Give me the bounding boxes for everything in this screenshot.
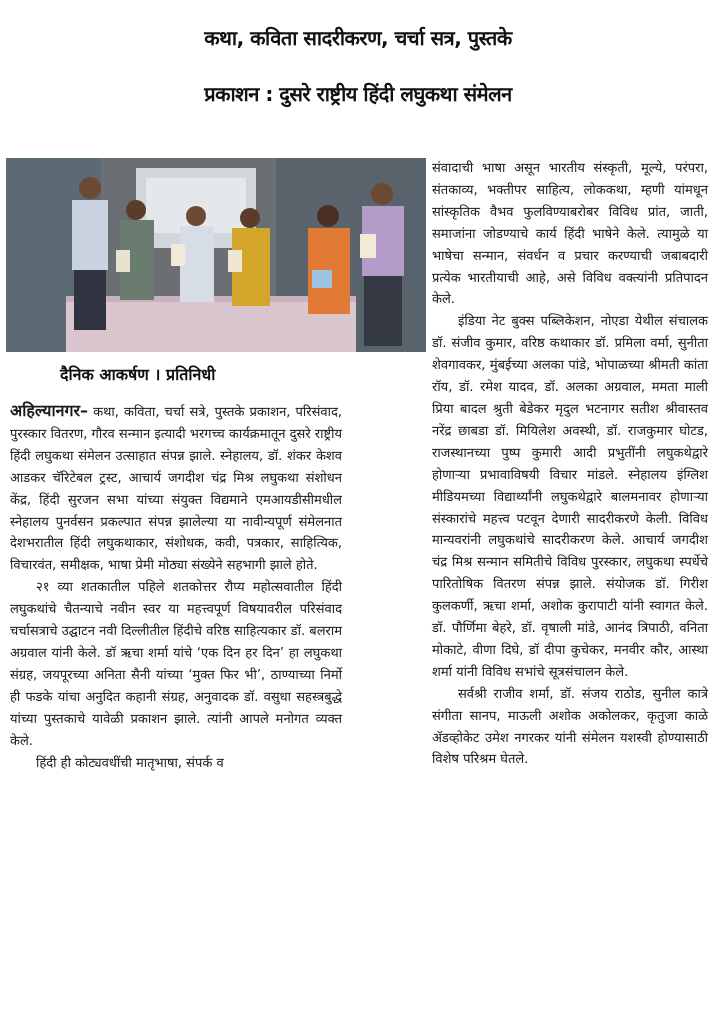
left-column <box>10 400 342 774</box>
article-paragraph: २१ व्या शतकातील पहिले शतकोत्तर रौप्य महोत्सवातील हिंदी लघुकथांचे चैतन्याचे नवीन स्वर या महत्त्वपूर्ण विषयावरील परिसंवाद चर्चासत्राचे उद्घाटन नवी दिल्लीतील हिंदीचे वरिष्ठ साहित्यकार डॉ. बलराम अग्रवाल यांनी केले. डॉ ऋचा शर्मा यांचे ‘एक दिन हर दिन’ हा लघुकथा संग्रह, जयपूरच्या अनिता सैनी यांच्या ‘मुक्त फिर भी’, ठाण्याच्या निर्मो ही फडके यांचा अनुदित कहानी संग्रह, अनुवादक डॉ. वसुधा सहस्त्रबुद्धे यांच्या पुस्तकाचे यावेळी प्रकाशन झाले. त्यांनी आपले मनोगत व्यक्त केले. <box>10 580 342 749</box>
headline-line-1: कथा, कविता सादरीकरण, चर्चा सत्र, पुस्तके <box>204 26 512 50</box>
headline <box>0 0 716 122</box>
article-paragraph: संवादाची भाषा असून भारतीय संस्कृती, मूल्ये, परंपरा, संतकाव्य, भक्तीपर साहित्य, लोककथा, म्हणी यांमधून सांस्कृतिक वैभव फुलविण्याबरोबर विविध प्रांत, जाती, समाजांना जोडण्याचे कार्य हिंदी भाषेने केले. त्यामुळे या भाषेचा सन्मान, संवर्धन व प्रचार करण्याची जबाबदारी प्रत्येक भारतीयाची आहे, असे विविध वक्त्यांनी प्रतिपादन केले. <box>432 161 708 308</box>
right-column <box>432 158 708 771</box>
paragraph-text: कथा, कविता, चर्चा सत्रे, पुस्तके प्रकाशन, परिसंवाद, पुरस्कार वितरण, गौरव सन्मान इत्यादी भरगच्च कार्यक्रमातून दुसरे राष्ट्रीय हिंदी लघुकथा संमेलन उत्साहात संपन्न झाले. स्नेहालय, डॉ. शंकर केशव आडकर चॅरिटेबल ट्रस्ट, आचार्य जगदीश चंद्र मिश्र लघुकथा संशोधन केंद्र, हिंदी सुरजन सभा यांच्या संयुक्त विद्यमाने एमआयडीसीमधील स्नेहालय पुनर्वसन प्रकल्पात संपन्न झालेल्या या नावीन्यपूर्ण संमेलनात देशभरातील हिंदी लघुकथाकार, संशोधक, कवी, पत्रकार, साहित्यिक, विचारवंत, समीक्षक, भाषा प्रेमी मोठ्या संख्येने सहभागी झाले होते. <box>10 405 342 574</box>
byline: दैनिक आकर्षण । प्रतिनिधी <box>60 365 216 384</box>
dateline: अहिल्यानगर– <box>10 401 89 420</box>
article-paragraph <box>10 400 342 577</box>
event-photo <box>6 158 426 352</box>
headline-line-2: प्रकाशन : दुसरे राष्ट्रीय हिंदी लघुकथा संमेलन <box>204 82 512 106</box>
article-paragraph: इंडिया नेट बुक्स पब्लिकेशन, नोएडा येथील संचालक डॉ. संजीव कुमार, वरिष्ठ कथाकार डॉ. प्रमिला वर्मा, सुनीता शेवगावकर, मुंबईच्या अलका पांडे, भोपाळच्या श्रीमती कांता रॉय, डॉ. रमेश यादव, डॉ. अलका अग्रवाल, ममता माली प्रिया बादल श्रुती बेडेकर मृदुल भटनागर सतीश श्रीवास्तव नरेंद्र छाबडा डॉ. मियिलेश अवस्थी, डॉ. राजकुमार घोटड, राजस्थानच्या पुष्प कुमारी आदी प्रभुतींनी लघुकथेद्वारे होणाऱ्या प्रभावाविषयी विचार मांडले. स्नेहालय इंग्लिश मीडियमच्या विद्यार्थ्यांनी लघुकथेद्वारे बालमनावर होणाऱ्या संस्कारांचे महत्त्व पटवून देणारी सादरीकरणे केली. विविध मान्यवरांनी लघुकथांचे सादरीकरण केले. आचार्य जगदीश चंद्र मिश्र सन्मान समितीचे विविध पुरस्कार, लघुकथा स्पर्धेचे पारितोषिक वितरण संपन्न झाले. संयोजक डॉ. गिरीश कुलकर्णी, ऋचा शर्मा, अशोक कुरापाटी यांनी स्वागत केले. डॉ. पौर्णिमा बेहरे, डॉ. वृषाली मांडे, आनंद त्रिपाठी, वनिता मोकाटे, वीणा दिघे, डॉ दीपा कुचेकर, मनवीर कौर, आस्था शर्मा यांनी विविध सभांचे सूत्रसंचालन केले. <box>432 314 708 680</box>
article-paragraph: हिंदी ही कोट्यवधींची मातृभाषा, संपर्क व <box>36 755 224 771</box>
article-paragraph: सर्वश्री राजीव शर्मा, डॉ. संजय राठोड, सुनील कात्रे संगीता सानप, माऊली अशोक अकोलकर, कृतुजा काळे ॲडव्होकेट उमेश नगरकर यांनी संमेलन यशस्वी होण्यासाठी विशेष परिश्रम घेतले. <box>432 686 708 768</box>
